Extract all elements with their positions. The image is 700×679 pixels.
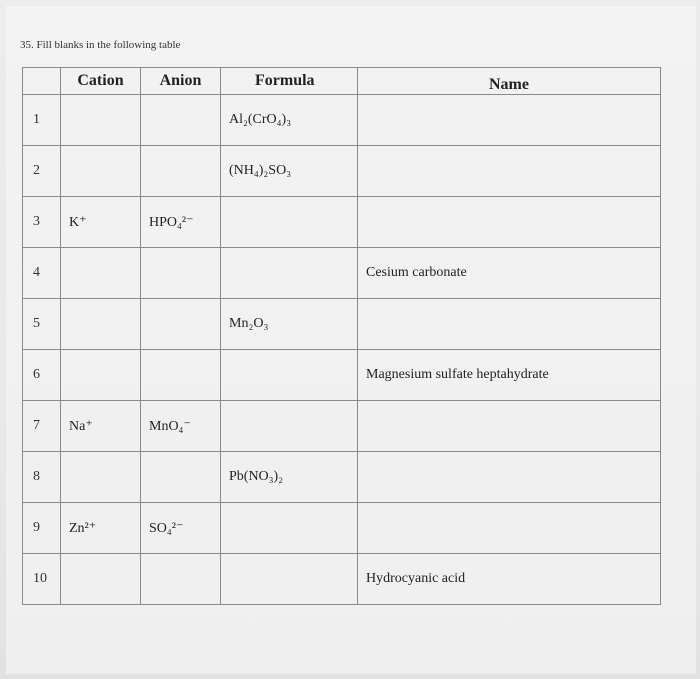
table-row — [23, 554, 661, 605]
header-number — [23, 68, 61, 95]
table-row — [23, 197, 661, 248]
row-number: 6 — [23, 350, 61, 401]
cation-cell[interactable] — [61, 95, 141, 146]
cation-cell[interactable] — [61, 299, 141, 350]
cation-cell[interactable] — [61, 248, 141, 299]
row-number: 4 — [23, 248, 61, 299]
formula-cell[interactable] — [221, 401, 358, 452]
table-row — [23, 248, 661, 299]
formula-cell[interactable] — [221, 350, 358, 401]
anion-cell: SO₄²⁻ — [141, 503, 221, 554]
anion-cell[interactable] — [141, 452, 221, 503]
name-cell[interactable] — [358, 401, 661, 452]
header-name: Name — [358, 68, 661, 95]
table-row — [23, 146, 661, 197]
cation-cell: K⁺ — [61, 197, 141, 248]
name-cell[interactable] — [358, 299, 661, 350]
table-row — [23, 503, 661, 554]
anion-cell: MnO₄⁻ — [141, 401, 221, 452]
anion-cell[interactable] — [141, 350, 221, 401]
name-cell: Hydrocyanic acid — [358, 554, 661, 605]
anion-cell[interactable] — [141, 146, 221, 197]
table-row — [23, 350, 661, 401]
row-number: 7 — [23, 401, 61, 452]
ion-formula-table — [22, 67, 661, 605]
formula-cell[interactable] — [221, 503, 358, 554]
row-number: 9 — [23, 503, 61, 554]
table-row — [23, 299, 661, 350]
anion-cell[interactable] — [141, 248, 221, 299]
row-number: 3 — [23, 197, 61, 248]
row-number: 8 — [23, 452, 61, 503]
name-cell[interactable] — [358, 95, 661, 146]
table-header-row — [23, 68, 661, 95]
cation-cell[interactable] — [61, 146, 141, 197]
anion-cell: HPO₄²⁻ — [141, 197, 221, 248]
question-prompt: 35. Fill blanks in the following table — [20, 39, 181, 51]
formula-cell: Mn₂O₃ — [221, 299, 358, 350]
name-cell[interactable] — [358, 197, 661, 248]
header-anion: Anion — [141, 68, 221, 95]
table-row — [23, 452, 661, 503]
formula-cell[interactable] — [221, 554, 358, 605]
table-row — [23, 401, 661, 452]
table-row — [23, 95, 661, 146]
anion-cell[interactable] — [141, 95, 221, 146]
formula-cell: (NH₄)₂SO₃ — [221, 146, 358, 197]
cation-cell: Zn²⁺ — [61, 503, 141, 554]
header-formula: Formula — [221, 68, 358, 95]
formula-cell[interactable] — [221, 197, 358, 248]
cation-cell[interactable] — [61, 350, 141, 401]
row-number: 2 — [23, 146, 61, 197]
name-cell: Cesium carbonate — [358, 248, 661, 299]
formula-cell: Al₂(CrO₄)₃ — [221, 95, 358, 146]
row-number: 5 — [23, 299, 61, 350]
anion-cell[interactable] — [141, 554, 221, 605]
cation-cell[interactable] — [61, 554, 141, 605]
name-cell[interactable] — [358, 146, 661, 197]
name-cell[interactable] — [358, 452, 661, 503]
name-cell[interactable] — [358, 503, 661, 554]
formula-cell[interactable] — [221, 248, 358, 299]
formula-cell: Pb(NO₃)₂ — [221, 452, 358, 503]
header-cation: Cation — [61, 68, 141, 95]
row-number: 10 — [23, 554, 61, 605]
row-number: 1 — [23, 95, 61, 146]
anion-cell[interactable] — [141, 299, 221, 350]
cation-cell: Na⁺ — [61, 401, 141, 452]
cation-cell[interactable] — [61, 452, 141, 503]
name-cell: Magnesium sulfate heptahydrate — [358, 350, 661, 401]
